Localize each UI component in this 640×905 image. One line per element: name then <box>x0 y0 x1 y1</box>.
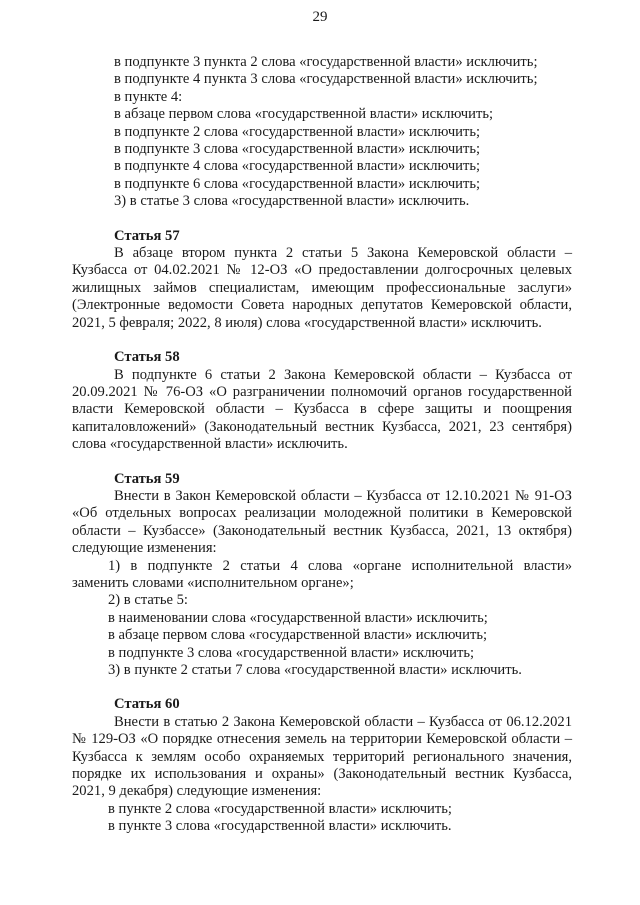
article-60-line: в пункте 3 слова «государственной власти» исключить. <box>108 818 452 835</box>
intro-line: в подпункте 2 слова «государственной власти» исключить; <box>114 123 481 140</box>
intro-line: в подпункте 4 слова «государственной власти» исключить; <box>114 158 481 175</box>
article-59-item-1: 1) в подпункте 2 статьи 4 слова «органе исполнительной власти» заменить словами «исполнительном органе»; <box>72 557 572 591</box>
article-60-text: Внести в статью 2 Закона Кемеровской области – Кузбасса от 06.12.2021 № 129-ОЗ «О порядке отнесения земель на территории Кемеровской области – Кузбасса к землям особо охраняемых территорий регионального значения, порядке их использования и охраны» (Законодательный вестник Кузбасса, 2021, 9 декабря) следующие изменения: <box>72 713 572 800</box>
article-60 <box>72 696 572 835</box>
intro-line: в абзаце первом слова «государственной власти» исключить; <box>114 106 494 123</box>
intro-line: 3) в статье 3 слова «государственной власти» исключить. <box>114 193 470 210</box>
article-59-line: в подпункте 3 слова «государственной власти» исключить; <box>108 644 475 661</box>
document-body <box>72 54 572 836</box>
intro-line: в подпункте 3 слова «государственной власти» исключить; <box>114 141 481 158</box>
article-59-line: 2) в статье 5: <box>108 592 188 609</box>
article-57 <box>72 228 572 332</box>
intro-line: в подпункте 3 пункта 2 слова «государственной власти» исключить; <box>114 54 538 70</box>
article-59-heading: Статья 59 <box>114 470 180 487</box>
article-58-heading: Статья 58 <box>114 349 180 366</box>
article-59-line: в абзаце первом слова «государственной власти» исключить; <box>108 627 488 644</box>
article-57-heading: Статья 57 <box>114 227 180 244</box>
intro-line: в пункте 4: <box>114 88 183 105</box>
article-60-line: в пункте 2 слова «государственной власти» исключить; <box>108 800 452 817</box>
article-59-line: в наименовании слова «государственной власти» исключить; <box>108 609 488 626</box>
article-58-text: В подпункте 6 статьи 2 Закона Кемеровской области – Кузбасса от 20.09.2021 № 76-ОЗ «О разграничении полномочий органов государственной власти Кемеровской области – Кузбасса в сфере защиты и поощрения капиталовложений» (Законодательный вестник Кузбасса, 2021, 23 сентября) слова «государственной власти» исключить. <box>72 366 572 453</box>
article-58 <box>72 349 572 453</box>
page-number: 29 <box>312 9 328 25</box>
article-60-heading: Статья 60 <box>114 696 180 713</box>
intro-line: в подпункте 4 пункта 3 слова «государственной власти» исключить; <box>114 71 538 88</box>
article-59-line: 3) в пункте 2 статьи 7 слова «государственной власти» исключить. <box>108 662 522 678</box>
intro-list <box>72 54 572 211</box>
article-59 <box>72 471 572 680</box>
intro-line: в подпункте 6 слова «государственной власти» исключить; <box>114 175 481 192</box>
article-57-text: В абзаце втором пункта 2 статьи 5 Закона Кемеровской области – Кузбасса от 04.02.2021 № 12-ОЗ «О предоставлении долгосрочных целевых жилищных займов специалистам, имеющим профессиональные заслуги» (Электронные ведомости Совета народных депутатов Кемеровской области, 2021, 5 февраля; 2022, 8 июля) слова «государственной власти» исключить. <box>72 245 572 331</box>
article-59-text: Внести в Закон Кемеровской области – Кузбасса от 12.10.2021 № 91-ОЗ «Об отдельных вопросах реализации молодежной политики в Кемеровской области – Кузбассе» (Законодательный вестник Кузбасса, 2021, 13 октября) следующие изменения: <box>72 487 572 557</box>
